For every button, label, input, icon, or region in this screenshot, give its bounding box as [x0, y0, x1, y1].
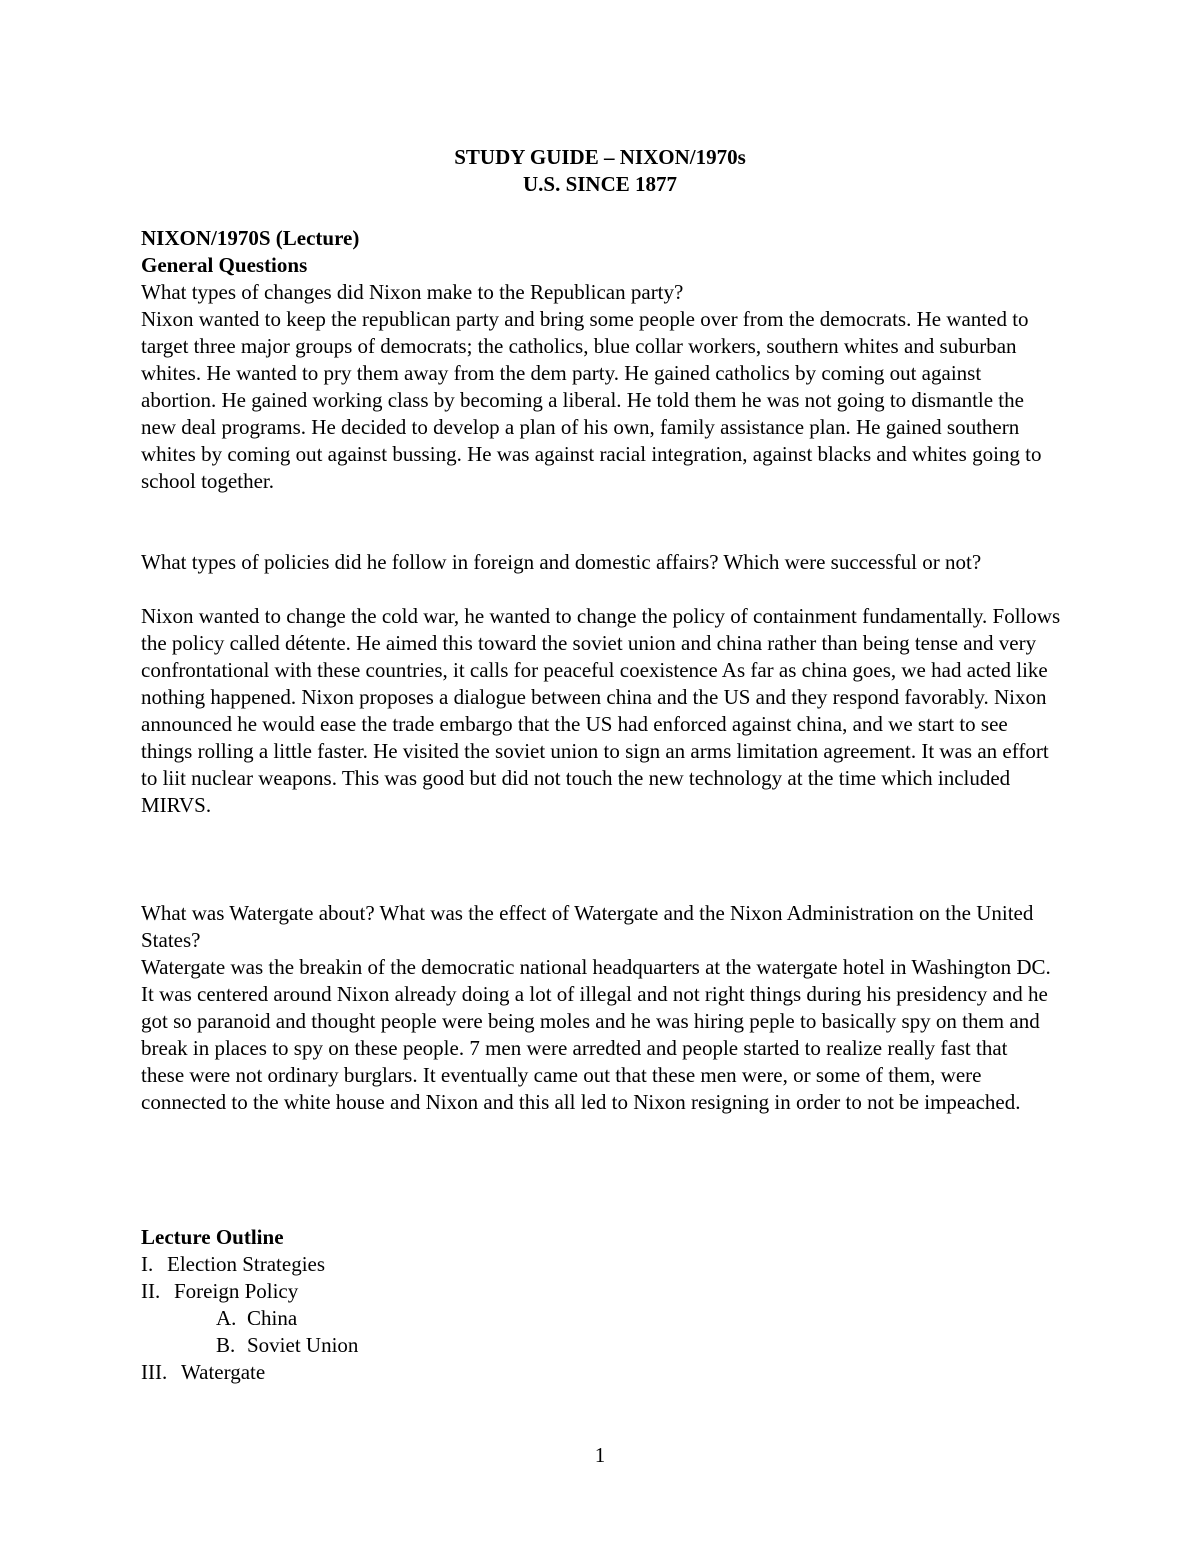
outline-subitem — [216, 1305, 297, 1332]
outline-item-number: II. — [141, 1279, 161, 1303]
question-2: What types of policies did he follow in foreign and domestic affairs? Which were successful or not? — [141, 550, 982, 574]
outline-item-number: III. — [141, 1360, 168, 1384]
outline-item-label: China — [247, 1306, 298, 1330]
outline-subitem — [216, 1332, 358, 1359]
page-number: 1 — [594, 1443, 606, 1467]
outline-item — [141, 1278, 298, 1305]
answer-2: Nixon wanted to change the cold war, he wanted to change the policy of containment fundamentally. Follows the policy called détente. He aimed this toward the soviet union and china rather than being tense and very confrontational with these countries, it calls for peaceful coexistence As far as china goes, we had acted like nothing happened. Nixon proposes a dialogue between china and the US and they respond favorably. Nixon announced he would ease the trade embargo that the US had enforced against china, and we start to see things rolling a little faster. He visited the soviet union to sign an arms limitation agreement. It was an effort to liit nuclear weapons. This was good but did not touch the new technology at the time which included MIRVS. — [141, 604, 1061, 817]
outline-heading: Lecture Outline — [141, 1225, 284, 1249]
outline-item — [141, 1359, 265, 1386]
outline-item-number: A. — [216, 1306, 237, 1330]
outline-item-number: B. — [216, 1333, 236, 1357]
answer-3: Watergate was the breakin of the democratic national headquarters at the watergate hotel in Washington DC. It was centered around Nixon already doing a lot of illegal and not right things during his presidency and he got so paranoid and thought people were being moles and he was hiring peple to basically spy on them and break in places to spy on these people. 7 men were arredted and people started to realize really fast that these were not ordinary burglars. It eventually came out that these men were, or some of them, were connected to the white house and Nixon and this all led to Nixon resigning in order to not be impeached. — [141, 955, 1051, 1114]
document-title: STUDY GUIDE – NIXON/1970s — [454, 145, 746, 169]
outline-item — [141, 1251, 325, 1278]
outline-item-label: Soviet Union — [247, 1333, 359, 1357]
section-subheading: General Questions — [141, 253, 308, 277]
answer-1: Nixon wanted to keep the republican party and bring some people over from the democrats. He wanted to target three major groups of democrats; the catholics, blue collar workers, southern whites and suburban whites. He wanted to pry them away from the dem party. He gained catholics by coming out against abortion. He gained working class by becoming a liberal. He told them he was not going to dismantle the new deal programs. He decided to develop a plan of his own, family assistance plan. He gained southern whites by coming out against bussing. He was against racial integration, against blacks and whites going to school together. — [141, 307, 1042, 493]
outline-item-label: Election Strategies — [167, 1252, 326, 1276]
outline-item-label: Watergate — [181, 1360, 266, 1384]
question-1: What types of changes did Nixon make to the Republican party? — [141, 280, 684, 304]
outline-item-number: I. — [141, 1252, 154, 1276]
question-3: What was Watergate about? What was the effect of Watergate and the Nixon Administration on the United States? — [141, 901, 1034, 952]
outline-item-label: Foreign Policy — [174, 1279, 299, 1303]
section-heading: NIXON/1970S (Lecture) — [141, 226, 360, 250]
document-subtitle: U.S. SINCE 1877 — [522, 172, 678, 196]
